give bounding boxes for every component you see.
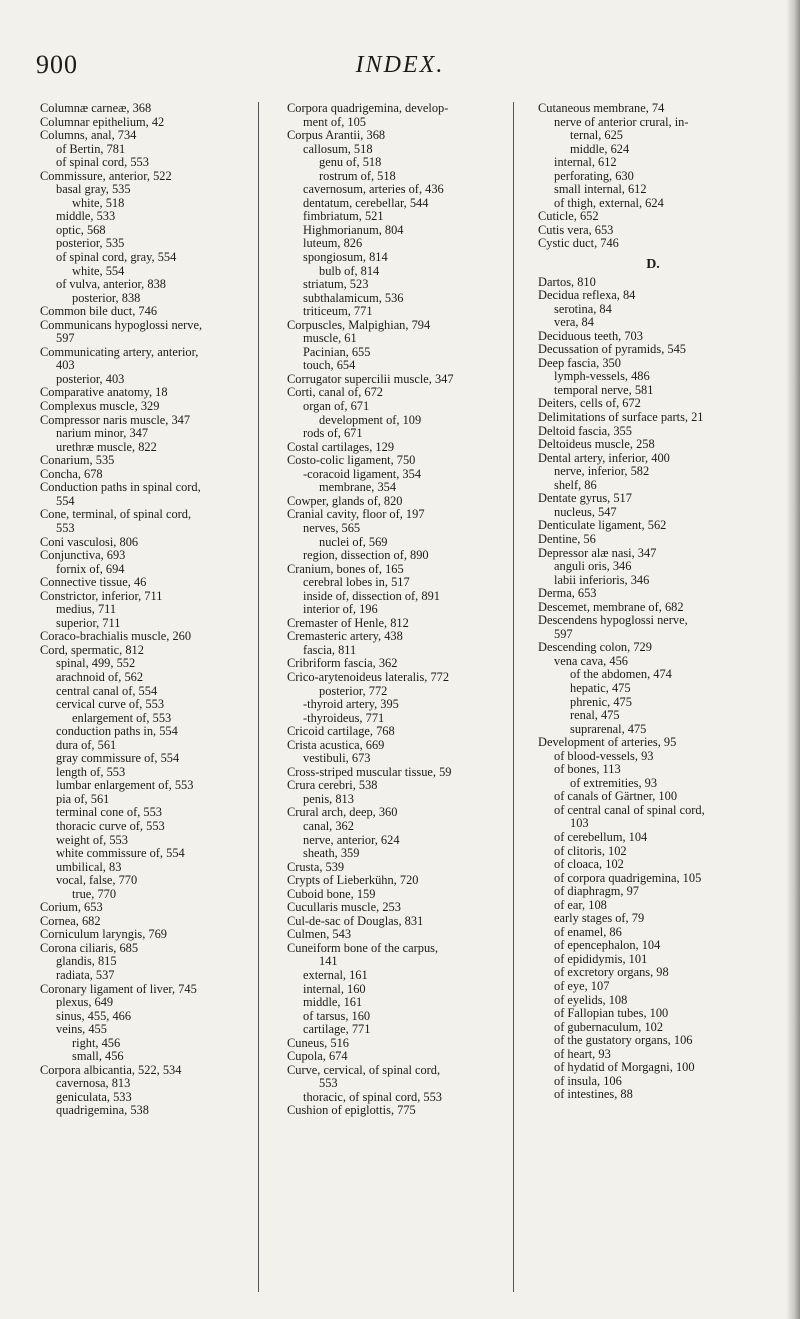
index-entry: Cul-de-sac of Douglas, 831	[287, 913, 424, 928]
index-subentry: true, 770	[72, 886, 117, 901]
index-entry: Conarium, 535	[40, 453, 115, 468]
index-entry: Corium, 653	[40, 900, 103, 915]
index-entry: Dartos, 810	[538, 274, 596, 289]
index-subentry: touch, 654	[303, 358, 356, 373]
index-subentry: of eye, 107	[554, 979, 610, 993]
index-entry: Corti, canal of, 672	[287, 385, 384, 400]
index-subentry: of eyelids, 108	[554, 992, 628, 1007]
index-entry: Dentine, 56	[538, 531, 596, 546]
index-entry: Communicating artery, anterior,	[40, 344, 199, 359]
index-subentry: of thigh, external, 624	[554, 195, 664, 210]
index-subentry: nerve, anterior, 624	[303, 832, 400, 847]
index-subentry: genu of, 518	[319, 155, 382, 170]
index-subentry: of extremities, 93	[570, 775, 658, 790]
index-subentry: of epididymis, 101	[554, 951, 648, 966]
index-entry: Corona ciliaris, 685	[40, 940, 139, 955]
index-subentry: 597	[554, 626, 573, 641]
index-subentry: hepatic, 475	[570, 680, 631, 695]
index-subentry: of spinal cord, 553	[56, 155, 149, 170]
index-entry: Cuticle, 652	[538, 209, 599, 224]
index-subentry: nerve, inferior, 582	[554, 464, 650, 479]
index-subentry: shelf, 86	[554, 477, 597, 492]
index-subentry: nucleus, 547	[554, 504, 617, 519]
index-subentry: callosum, 518	[303, 141, 373, 156]
index-subentry: external, 161	[303, 968, 368, 982]
index-entry: Conjunctiva, 693	[40, 548, 126, 563]
index-entry: Cushion of epiglottis, 775	[287, 1103, 416, 1118]
index-column-3	[538, 102, 768, 1302]
index-subentry: white, 554	[72, 263, 125, 278]
index-column-1	[40, 102, 258, 1302]
index-subentry: membrane, 354	[319, 480, 397, 495]
index-entry: Cuboid bone, 159	[287, 886, 376, 901]
index-subentry: of corpora quadrigemina, 105	[554, 870, 702, 885]
index-entry: Descendens hypoglossi nerve,	[538, 613, 688, 628]
index-subentry: posterior, 535	[56, 236, 125, 251]
index-subentry: cerebral lobes in, 517	[303, 575, 410, 590]
index-subentry: thoracic curve of, 553	[56, 818, 165, 833]
index-subentry: perforating, 630	[554, 168, 634, 183]
index-entry: Commissure, anterior, 522	[40, 168, 172, 183]
index-subentry: of heart, 93	[554, 1046, 611, 1061]
index-subentry: internal, 160	[303, 981, 366, 996]
index-entry: Cribriform fascia, 362	[287, 656, 398, 671]
index-subentry: small internal, 612	[554, 182, 647, 197]
index-entry: Cutaneous membrane, 74	[538, 101, 665, 115]
index-subentry: of excretory organs, 98	[554, 965, 669, 980]
index-subentry: of the abdomen, 474	[570, 667, 672, 682]
index-subentry: 103	[570, 816, 589, 831]
index-subentry: vocal, false, 770	[56, 873, 138, 888]
index-subentry: development of, 109	[319, 412, 422, 427]
index-entry: Cornea, 682	[40, 913, 101, 928]
index-entry: Columnæ carneæ, 368	[40, 101, 152, 115]
index-subentry: lumbar enlargement of, 553	[56, 778, 194, 793]
index-entry: Cuneus, 516	[287, 1035, 349, 1050]
index-entry: Denticulate ligament, 562	[538, 518, 667, 533]
index-column-2	[287, 102, 512, 1302]
index-subentry: of spinal cord, gray, 554	[56, 250, 177, 265]
index-entry: Corpuscles, Malpighian, 794	[287, 317, 431, 332]
index-entry: Corrugator supercilii muscle, 347	[287, 371, 454, 386]
index-subentry: penis, 813	[303, 791, 354, 806]
index-subentry: rostrum of, 518	[319, 168, 396, 183]
index-entry: Deltoideus muscle, 258	[538, 437, 655, 452]
index-subentry: triticeum, 771	[303, 304, 373, 319]
index-subentry: of Fallopian tubes, 100	[554, 1006, 669, 1021]
index-entry: Cystic duct, 746	[538, 236, 619, 251]
index-subentry: anguli oris, 346	[554, 559, 632, 574]
index-subentry: renal, 475	[570, 708, 620, 723]
index-subentry: ment of, 105	[303, 114, 366, 129]
index-subentry: quadrigemina, 538	[56, 1103, 149, 1118]
index-entry: Delimitations of surface parts, 21	[538, 410, 704, 425]
index-subentry: ternal, 625	[570, 128, 623, 143]
index-entry: Complexus muscle, 329	[40, 399, 160, 414]
index-subentry: of hydatid of Morgagni, 100	[554, 1060, 695, 1075]
index-subentry: basal gray, 535	[56, 182, 131, 197]
index-entry: Cupola, 674	[287, 1049, 348, 1064]
index-entry: Culmen, 543	[287, 927, 352, 942]
index-entry: Cord, spermatic, 812	[40, 642, 144, 657]
column-divider	[258, 102, 259, 1292]
index-entry: Cremasteric artery, 438	[287, 629, 403, 644]
index-entry: Cowper, glands of, 820	[287, 493, 403, 508]
index-subentry: 554	[56, 493, 75, 508]
index-entry: Cricoid cartilage, 768	[287, 724, 395, 739]
page-header	[0, 50, 800, 84]
index-subentry: region, dissection of, 890	[303, 548, 429, 563]
index-subentry: of insula, 106	[554, 1073, 622, 1088]
index-entry: Derma, 653	[538, 586, 597, 601]
index-subentry: lymph-vessels, 486	[554, 369, 650, 384]
index-subentry: radiata, 537	[56, 968, 115, 982]
index-subentry: internal, 612	[554, 155, 617, 170]
index-subentry: 553	[319, 1076, 338, 1091]
index-subentry: of intestines, 88	[554, 1087, 633, 1102]
index-subentry: organ of, 671	[303, 399, 370, 414]
index-entry: Decussation of pyramids, 545	[538, 342, 686, 357]
index-subentry: urethræ muscle, 822	[56, 439, 157, 454]
index-subentry: luteum, 826	[303, 236, 363, 251]
index-subentry: of epencephalon, 104	[554, 938, 661, 953]
column-divider	[513, 102, 514, 1292]
index-subentry: vera, 84	[554, 315, 594, 330]
index-entry: Deltoid fascia, 355	[538, 423, 632, 438]
index-entry: Crural arch, deep, 360	[287, 805, 398, 820]
index-subentry: cartilage, 771	[303, 1022, 371, 1037]
index-entry: Deiters, cells of, 672	[538, 396, 641, 411]
index-entry: Cranium, bones of, 165	[287, 561, 404, 576]
index-entry: Cuneiform bone of the carpus,	[287, 940, 439, 955]
index-subentry: sheath, 359	[303, 846, 360, 861]
index-entry: Cucullaris muscle, 253	[287, 900, 401, 915]
index-subentry: of ear, 108	[554, 897, 607, 912]
index-subentry: of clitoris, 102	[554, 843, 627, 858]
index-subentry: medius, 711	[56, 602, 117, 617]
index-subentry: superior, 711	[56, 615, 121, 630]
index-subentry: of enamel, 86	[554, 924, 622, 939]
index-subentry: right, 456	[72, 1035, 121, 1050]
index-columns	[40, 102, 780, 1302]
index-subentry: posterior, 772	[319, 683, 388, 698]
index-entry: Deciduous teeth, 703	[538, 328, 643, 343]
index-subentry: pia of, 561	[56, 791, 110, 806]
index-subentry: vestibuli, 673	[303, 751, 371, 766]
index-entry: Compressor naris muscle, 347	[40, 412, 191, 427]
index-entry: Common bile duct, 746	[40, 304, 158, 319]
index-subentry: nerves, 565	[303, 520, 361, 535]
index-entry: Decidua reflexa, 84	[538, 288, 636, 303]
index-subentry: vena cava, 456	[554, 653, 628, 668]
index-subentry: of vulva, anterior, 838	[56, 277, 166, 292]
index-subentry: thoracic, of spinal cord, 553	[303, 1089, 443, 1104]
index-subentry: nuclei of, 569	[319, 534, 388, 549]
index-subentry: early stages of, 79	[554, 911, 645, 926]
index-subentry: spinal, 499, 552	[56, 656, 136, 671]
index-subentry: temporal nerve, 581	[554, 382, 654, 397]
index-entry: Crico-arytenoideus lateralis, 772	[287, 669, 450, 684]
index-subentry: -coracoid ligament, 354	[303, 466, 422, 481]
index-subentry: of tarsus, 160	[303, 1008, 371, 1023]
index-subentry: cervical curve of, 553	[56, 697, 165, 712]
index-subentry: 141	[319, 954, 338, 969]
index-entry: Depressor alæ nasi, 347	[538, 545, 657, 560]
index-subentry: umbilical, 83	[56, 859, 122, 874]
index-entry: Curve, cervical, of spinal cord,	[287, 1062, 441, 1077]
letter-heading: D.	[646, 257, 660, 273]
running-head: INDEX.	[355, 52, 445, 78]
index-subentry: fornix of, 694	[56, 561, 125, 576]
page-edge-shadow	[786, 0, 800, 1319]
index-subentry: sinus, 455, 466	[56, 1008, 132, 1023]
index-entry: Cone, terminal, of spinal cord,	[40, 507, 192, 522]
index-subentry: of the gustatory organs, 106	[554, 1033, 693, 1048]
index-entry: Concha, 678	[40, 466, 103, 481]
index-entry: Costal cartilages, 129	[287, 439, 395, 454]
index-subentry: canal, 362	[303, 818, 354, 833]
index-entry: Development of arteries, 95	[538, 735, 677, 750]
index-subentry: dura of, 561	[56, 737, 117, 752]
index-subentry: of cerebellum, 104	[554, 829, 648, 844]
index-subentry: arachnoid of, 562	[56, 669, 144, 684]
index-entry: Descemet, membrane of, 682	[538, 599, 684, 614]
index-entry: Crista acustica, 669	[287, 737, 385, 752]
index-subentry: small, 456	[72, 1049, 124, 1064]
index-entry: Dentate gyrus, 517	[538, 491, 632, 506]
index-entry: Deep fascia, 350	[538, 355, 621, 370]
index-subentry: phrenic, 475	[570, 694, 632, 709]
index-subentry: -thyroid artery, 395	[303, 697, 399, 712]
index-subentry: 597	[56, 331, 75, 346]
index-subentry: cavernosum, arteries of, 436	[303, 182, 444, 197]
index-subentry: fimbriatum, 521	[303, 209, 384, 224]
index-entry: Connective tissue, 46	[40, 575, 147, 590]
index-entry: Columns, anal, 734	[40, 128, 137, 143]
index-subentry: 403	[56, 358, 75, 373]
index-entry: Corpora quadrigemina, develop-	[287, 101, 449, 115]
index-entry: Corpora albicantia, 522, 534	[40, 1062, 182, 1077]
index-entry: Cranial cavity, floor of, 197	[287, 507, 425, 522]
index-subentry: plexus, 649	[56, 995, 114, 1010]
index-subentry: of central canal of spinal cord,	[554, 802, 705, 817]
index-subentry: inside of, dissection of, 891	[303, 588, 440, 603]
index-subentry: posterior, 403	[56, 371, 125, 386]
index-subentry: suprarenal, 475	[570, 721, 647, 736]
index-subentry: muscle, 61	[303, 331, 357, 346]
index-entry: Coni vasculosi, 806	[40, 534, 139, 549]
index-subentry: white, 518	[72, 195, 125, 210]
index-subentry: bulb of, 814	[319, 263, 380, 278]
index-entry: Coronary ligament of liver, 745	[40, 981, 197, 996]
index-entry: Crusta, 539	[287, 859, 345, 874]
page-number: 900	[36, 50, 78, 79]
index-subentry: rods of, 671	[303, 426, 363, 441]
index-subentry: of bones, 113	[554, 762, 621, 777]
index-subentry: veins, 455	[56, 1022, 107, 1037]
index-subentry: white commissure of, 554	[56, 846, 185, 861]
index-subentry: of diaphragm, 97	[554, 884, 639, 899]
index-subentry: striatum, 523	[303, 277, 369, 292]
index-subentry: glandis, 815	[56, 954, 117, 969]
index-entry: Costo-colic ligament, 750	[287, 453, 416, 468]
index-subentry: subthalamicum, 536	[303, 290, 404, 305]
index-entry: Corpus Arantii, 368	[287, 128, 386, 143]
index-subentry: of cloaca, 102	[554, 857, 624, 872]
index-subentry: terminal cone of, 553	[56, 805, 162, 820]
index-entry: Cutis vera, 653	[538, 222, 614, 237]
index-entry: Cremaster of Henle, 812	[287, 615, 409, 630]
index-entry: Crypts of Lieberkühn, 720	[287, 873, 419, 888]
index-subentry: gray commissure of, 554	[56, 751, 180, 766]
index-subentry: Highmorianum, 804	[303, 222, 404, 237]
index-subentry: fascia, 811	[303, 642, 357, 657]
index-entry: Comparative anatomy, 18	[40, 385, 168, 400]
index-subentry: middle, 624	[570, 141, 630, 156]
index-entry: Communicans hypoglossi nerve,	[40, 317, 203, 332]
index-subentry: spongiosum, 814	[303, 250, 388, 265]
index-entry: Descending colon, 729	[538, 640, 652, 655]
index-subentry: of gubernaculum, 102	[554, 1019, 664, 1034]
index-entry: Dental artery, inferior, 400	[538, 450, 670, 465]
index-subentry: cavernosa, 813	[56, 1076, 131, 1091]
index-subentry: -thyroideus, 771	[303, 710, 385, 725]
index-entry: Columnar epithelium, 42	[40, 114, 165, 129]
index-subentry: enlargement of, 553	[72, 710, 172, 725]
index-subentry: length of, 553	[56, 764, 126, 779]
index-subentry: 553	[56, 520, 75, 535]
index-subentry: nerve of anterior crural, in-	[554, 114, 689, 129]
index-subentry: of blood-vessels, 93	[554, 748, 654, 763]
index-subentry: interior of, 196	[303, 602, 378, 617]
index-entry: Coraco-brachialis muscle, 260	[40, 629, 192, 644]
index-entry: Conduction paths in spinal cord,	[40, 480, 201, 495]
index-subentry: serotina, 84	[554, 301, 612, 316]
index-subentry: middle, 161	[303, 995, 363, 1010]
index-subentry: of Bertin, 781	[56, 141, 126, 156]
index-subentry: posterior, 838	[72, 290, 141, 305]
index-subentry: labii inferioris, 346	[554, 572, 650, 587]
index-subentry: weight of, 553	[56, 832, 128, 847]
index-subentry: geniculata, 533	[56, 1089, 132, 1104]
index-entry: Crura cerebri, 538	[287, 778, 378, 793]
index-subentry: optic, 568	[56, 222, 106, 237]
index-subentry: central canal of, 554	[56, 683, 158, 698]
index-subentry: conduction paths in, 554	[56, 724, 178, 739]
index-entry: Constrictor, inferior, 711	[40, 588, 163, 603]
index-subentry: Pacinian, 655	[303, 344, 371, 359]
index-entry: Cross-striped muscular tissue, 59	[287, 764, 452, 779]
index-subentry: middle, 533	[56, 209, 116, 224]
index-subentry: dentatum, cerebellar, 544	[303, 195, 429, 210]
index-subentry: of canals of Gärtner, 100	[554, 789, 678, 804]
index-subentry: narium minor, 347	[56, 426, 149, 441]
index-entry: Corniculum laryngis, 769	[40, 927, 167, 942]
